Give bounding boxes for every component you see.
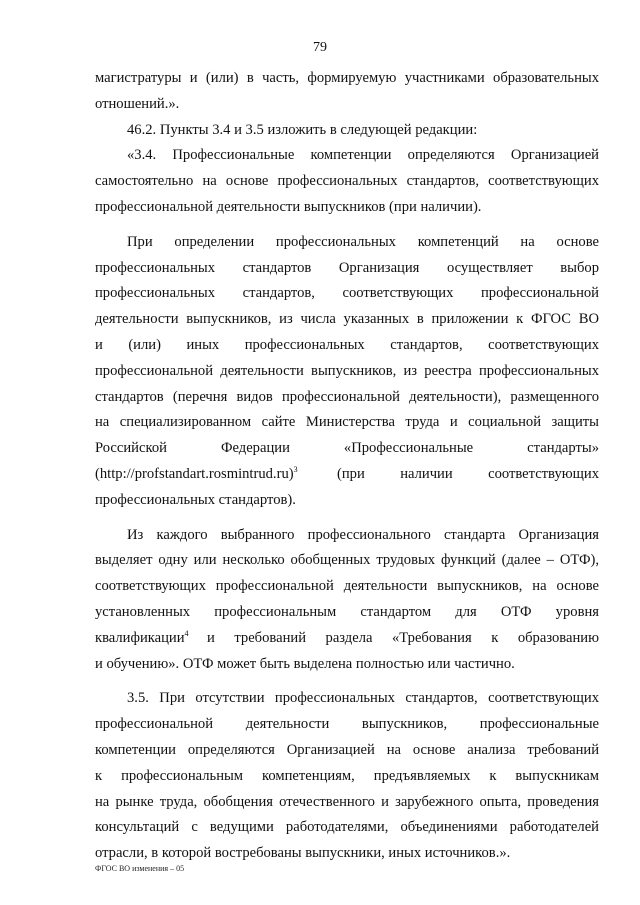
text-line: Российской Федерации «Профессиональные стандарты» [95, 440, 599, 457]
text-line: отношений.». [95, 95, 180, 112]
text-fragment: (при наличии соответствующих [337, 465, 599, 482]
text-line: соответствующих профессиональной деятельности выпускников, на основе [95, 578, 599, 595]
text-line: консультаций с ведущими работодателями, объединениями работодателей [95, 819, 599, 836]
text-line: выделяет одну или несколько обобщенных трудовых функций (далее – ОТФ), [95, 552, 599, 569]
text-line: профессиональных стандартов Организация осуществляет выбор [95, 259, 599, 276]
text-line: профессиональной деятельности выпускников, из реестра профессиональных [95, 362, 599, 379]
text-line: самостоятельно на основе профессиональных стандартов, соответствующих [95, 173, 599, 190]
text-line: Из каждого выбранного профессионального стандарта Организация [127, 526, 599, 543]
text-line: профессиональной деятельности выпускников (при наличии). [95, 198, 482, 215]
text-line: к профессиональным компетенциям, предъявляемых к выпускникам [95, 767, 599, 784]
text-fragment: и требований раздела «Требования к образованию [207, 629, 599, 646]
text-line: профессиональной деятельности выпускников, профессиональные [95, 716, 599, 733]
text-line: профессиональных стандартов). [95, 491, 296, 508]
text-line: на специализированном сайте Министерства труда и социальной защиты [95, 414, 599, 431]
text-line: компетенции определяются Организацией на основе анализа требований [95, 741, 599, 758]
text-line [95, 462, 599, 488]
text-line: и обучению». ОТФ может быть выделена полностью или частично. [95, 655, 515, 672]
text-line: магистратуры и (или) в часть, формируемую участниками образовательных [95, 70, 599, 86]
document-body [95, 66, 599, 867]
footnote-ref: 3 [293, 465, 298, 475]
url-text: (http://profstandart.rosmintrud.ru)$^3$ [95, 465, 298, 482]
text-line: «3.4. Профессиональные компетенции определяются Организацией [127, 147, 599, 164]
text-line: 3.5. При отсутствии профессиональных стандартов, соответствующих [127, 690, 599, 707]
text-fragment: квалификации$^4$ [95, 628, 189, 646]
footnote-ref: 4 [184, 628, 189, 638]
text-line: При определении профессиональных компетенций на основе [127, 233, 599, 250]
text-line: 46.2. Пункты 3.4 и 3.5 изложить в следующей редакции: [127, 121, 478, 138]
page-number: 79 [313, 40, 327, 55]
footer-code: ФГОС ВО изменения – 05 [95, 864, 185, 873]
text-line: деятельности выпускников, из числа указанных в приложении к ФГОС ВО [95, 311, 599, 328]
text-line: на рынке труда, обобщения отечественного и зарубежного опыта, проведения [95, 793, 599, 810]
text-line: отрасли, в которой востребованы выпускники, иных источников.». [95, 845, 511, 862]
text-line: стандартов (перечня видов профессиональной деятельности), размещенного [95, 388, 599, 405]
text-line: профессиональных стандартов, соответствующих профессиональной [95, 285, 599, 302]
text-line [95, 626, 599, 652]
text-line: и (или) иных профессиональных стандартов, соответствующих [95, 336, 599, 353]
text-line: установленных профессиональным стандартом для ОТФ уровня [95, 603, 599, 620]
